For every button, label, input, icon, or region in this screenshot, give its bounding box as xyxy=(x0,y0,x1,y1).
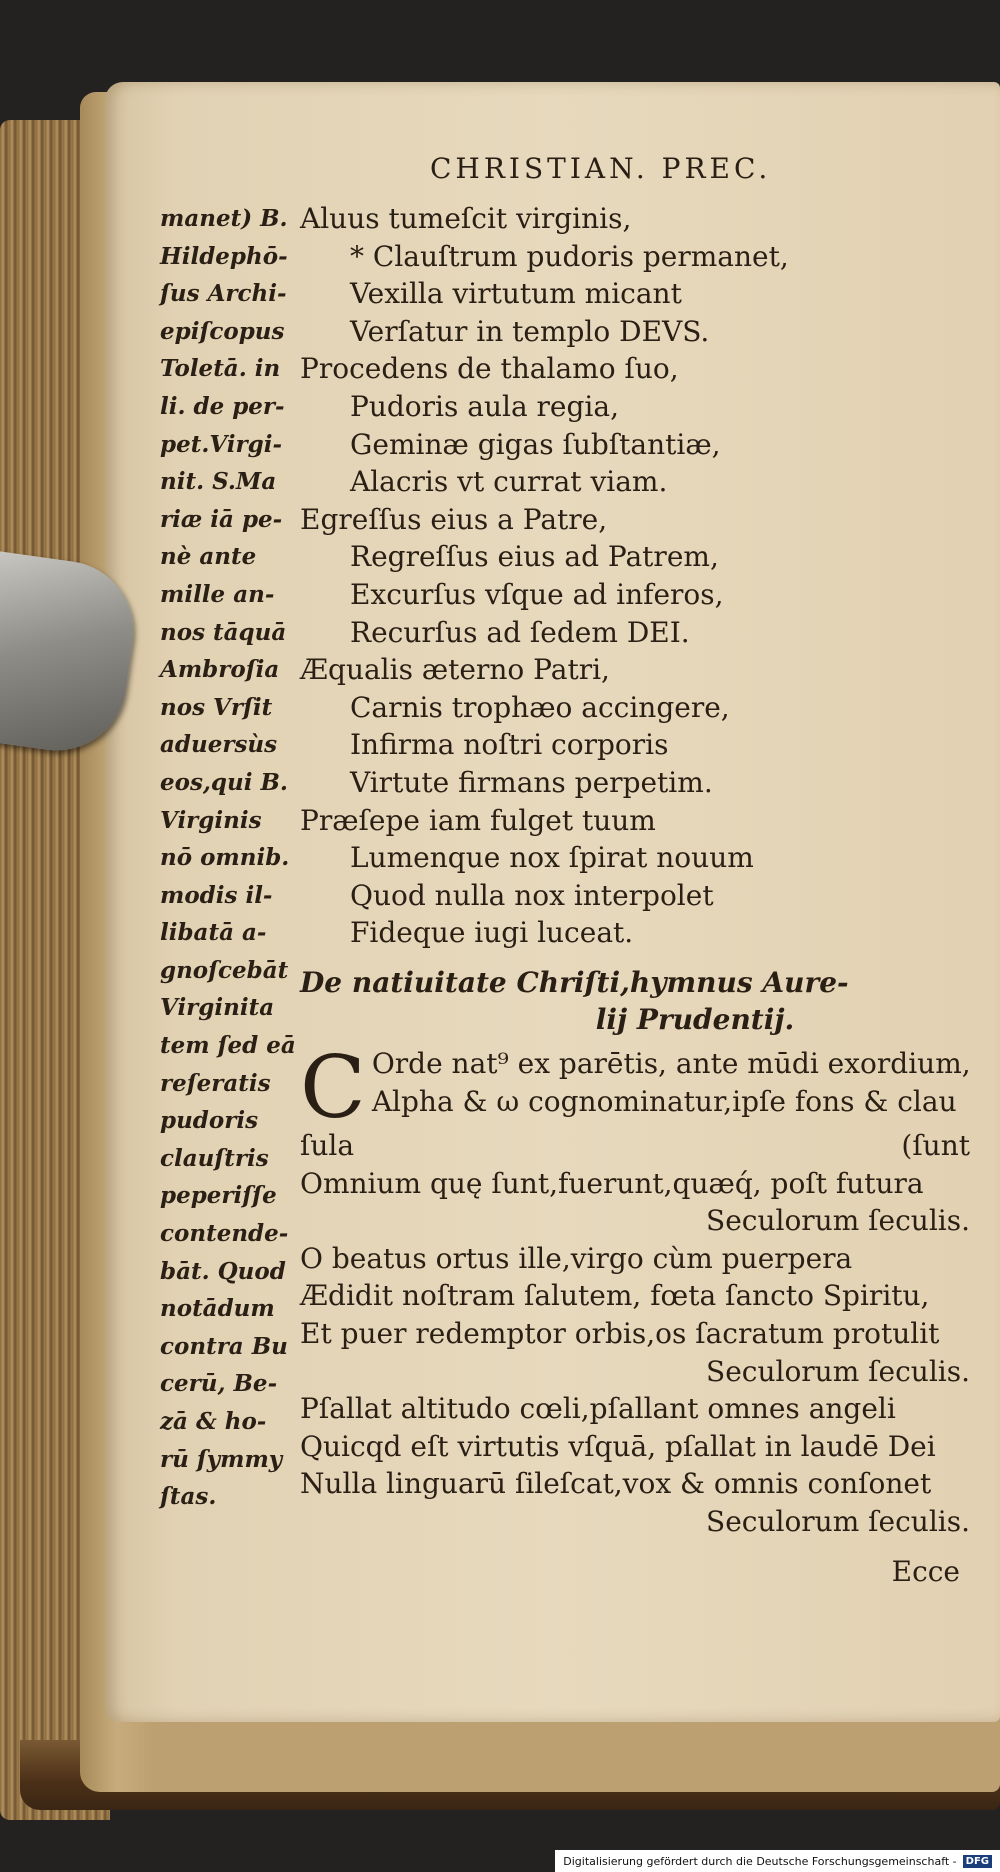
margin-note: Ambroſia xyxy=(160,656,280,684)
verse-line: Lumenque nox ſpirat nouum xyxy=(350,841,754,875)
margin-note: clauſtris xyxy=(160,1144,269,1172)
verse-line: Æqualis æterno Patri, xyxy=(300,653,610,687)
verse-line: Excurſus vſque ad inferos, xyxy=(350,577,724,611)
margin-note: gnoſcebāt xyxy=(160,956,289,984)
margin-note: peperiſſe xyxy=(160,1182,277,1210)
margin-note: reſeratis xyxy=(160,1069,271,1097)
hymn-line: Orde nat⁹ ex parētis, ante mūdi exordium, xyxy=(371,1047,971,1081)
hymn-line: Alpha & ω cognominatur,ipſe fons & clau xyxy=(371,1084,957,1118)
margin-note: rū ſymmy xyxy=(160,1445,283,1473)
hymn-line: Quicqd eſt virtutis vſquā, pſallat in laudē Dei xyxy=(300,1429,936,1463)
margin-note: epiſcopus xyxy=(160,317,285,345)
refrain-line: Seculorum ſeculis. xyxy=(706,1354,970,1388)
verse-line: Regreſſus eius ad Patrem, xyxy=(350,540,719,574)
hymn-line-turnover: (ſunt xyxy=(901,1129,970,1163)
verse-line: Egreſſus eius a Patre, xyxy=(300,502,608,536)
verse-line: Infirma noſtri corporis xyxy=(350,728,669,762)
running-title: CHRISTIAN. PREC. xyxy=(430,152,772,185)
verse-line: Quod nulla nox interpolet xyxy=(350,878,714,912)
hymn-line: Omnium quę ſunt,fuerunt,quæq́, poſt futura xyxy=(300,1166,924,1200)
hymn-title: De natiuitate Chriſti,hymnus Aure- xyxy=(300,965,849,999)
verse-line: * Clauſtrum pudoris permanet, xyxy=(350,239,789,273)
digitization-credit xyxy=(555,1850,1000,1872)
margin-note: contende- xyxy=(160,1220,289,1248)
margin-note: pet.Virgi- xyxy=(160,430,283,458)
margin-note: Virginita xyxy=(160,994,275,1022)
margin-note: mille an- xyxy=(160,580,275,608)
margin-note: Toletā. in xyxy=(160,355,281,383)
credit-text: Digitalisierung gefördert durch die Deutsche Forschungsgemeinschaft - xyxy=(563,1854,957,1868)
dfg-logo: DFG xyxy=(963,1855,992,1868)
drop-cap: C xyxy=(300,1038,366,1139)
margin-note: aduersùs xyxy=(160,731,278,759)
margin-note: li. de per- xyxy=(160,392,285,420)
margin-note: nè ante xyxy=(160,543,257,571)
verse-line: Alacris vt currat viam. xyxy=(350,465,668,499)
verse-line: Fideque iugi luceat. xyxy=(350,916,634,950)
catchword: Ecce xyxy=(891,1555,960,1588)
refrain-line: Seculorum ſeculis. xyxy=(706,1505,970,1538)
margin-note: Hildephō- xyxy=(160,242,288,270)
hymn-line: Ædidit noſtram ſalutem, fœta ſancto Spiritu, xyxy=(300,1279,930,1313)
verse-line: Carnis trophæo accingere, xyxy=(350,690,730,724)
hymn-line-part: ſula xyxy=(300,1129,355,1163)
margin-note: eos,qui B. xyxy=(160,768,288,796)
margin-note: nō omnib. xyxy=(160,844,290,872)
margin-note: riæ iā pe- xyxy=(160,505,283,533)
margin-note: ſus Archi- xyxy=(160,280,287,308)
margin-note: manet) B. xyxy=(160,205,288,232)
margin-note: pudoris xyxy=(160,1107,259,1135)
margin-note: tem ſed eā xyxy=(160,1032,296,1060)
margin-note: nos tāquā xyxy=(160,618,287,646)
hymn-text xyxy=(300,1038,971,1541)
verse-line: Verſatur in templo DEVS. xyxy=(350,314,710,348)
verse-line: Præſepe iam fulget tuum xyxy=(300,803,656,837)
verse-line: Procedens de thalamo ſuo, xyxy=(300,352,679,386)
verse-line: Vexilla virtutum micant xyxy=(350,277,682,311)
hymn-line: Pſallat altitudo cœli,pſallant omnes angeli xyxy=(300,1392,896,1426)
hymn-line xyxy=(300,1127,970,1165)
margin-note: ſtas. xyxy=(160,1483,217,1511)
margin-note: contra Bu xyxy=(160,1332,288,1360)
verse-line: Pudoris aula regia, xyxy=(350,389,619,423)
main-text xyxy=(300,200,970,1541)
margin-note: notādum xyxy=(160,1295,275,1323)
verse-line: Aluus tumeſcit virginis, xyxy=(300,202,632,235)
verse-line: Virtute firmans perpetim. xyxy=(350,765,713,799)
refrain-line: Seculorum ſeculis. xyxy=(706,1204,970,1238)
margin-note: bāt. Quod xyxy=(160,1257,286,1285)
hymn-title-continued: lij Prudentij. xyxy=(595,1003,795,1037)
margin-note: zā & ho- xyxy=(160,1408,267,1435)
margin-note: libatā a- xyxy=(160,919,267,947)
hymn-line: O beatus ortus ille,virgo cùm puerpera xyxy=(300,1241,853,1275)
margin-notes xyxy=(160,200,310,1516)
hymn-line: Et puer redemptor orbis,os ſacratum protulit xyxy=(300,1317,940,1351)
margin-note: nos Vrſit xyxy=(160,693,273,721)
hymn-line: Nulla linguarū ſileſcat,vox & omnis conſonet xyxy=(300,1467,932,1501)
verse-line: Geminæ gigas ſubſtantiæ, xyxy=(350,427,721,461)
margin-note: cerū, Be- xyxy=(160,1370,278,1398)
margin-note: modis il- xyxy=(160,881,273,909)
verse-line: Recurſus ad ſedem DEI. xyxy=(350,615,690,649)
margin-note: nit. S.Ma xyxy=(160,468,277,496)
margin-note: Virginis xyxy=(160,806,262,834)
